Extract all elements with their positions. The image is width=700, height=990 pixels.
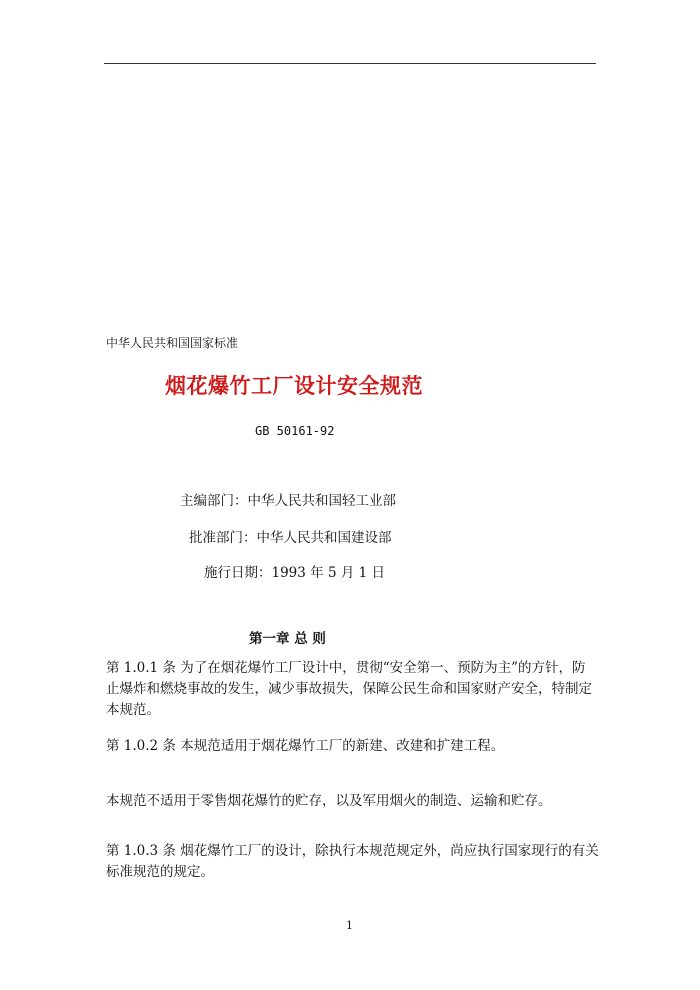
paragraph-1-0-2: 第 1.0.2 条 本规范适用于烟花爆竹工厂的新建、改建和扩建工程。 xyxy=(106,738,505,754)
paragraph-1-0-1: 第 1.0.1 条 为了在烟花爆竹工厂设计中，贯彻“安全第一、预防为主”的方针，防止爆炸和燃烧事故的发生，减少事故损失，保障公民生命和国家财产安全，特制定本规范。 xyxy=(106,660,592,718)
document-title: 烟花爆竹工厂设计安全规范 xyxy=(165,373,423,398)
paragraph-1-0-3: 第 1.0.3 条 烟花爆竹工厂的设计，除执行本规范规定外，尚应执行国家现行的有关标准规范的规定。 xyxy=(106,843,599,880)
paragraph-exclusion: 本规范不适用于零售烟花爆竹的贮存，以及军用烟火的制造、运输和贮存。 xyxy=(106,793,552,809)
issuer-label: 中华人民共和国国家标准 xyxy=(106,336,239,350)
approver-line: 批准部门：中华人民共和国建设部 xyxy=(189,530,392,546)
page-number: 1 xyxy=(346,919,353,932)
standard-code: GB 50161-92 xyxy=(255,424,335,438)
chief-editor-line: 主编部门：中华人民共和国轻工业部 xyxy=(180,493,396,509)
effective-date-line: 施行日期：1993 年 5 月 1 日 xyxy=(204,565,385,581)
header-rule xyxy=(104,63,596,64)
chapter-heading: 第一章 总 则 xyxy=(249,631,326,647)
